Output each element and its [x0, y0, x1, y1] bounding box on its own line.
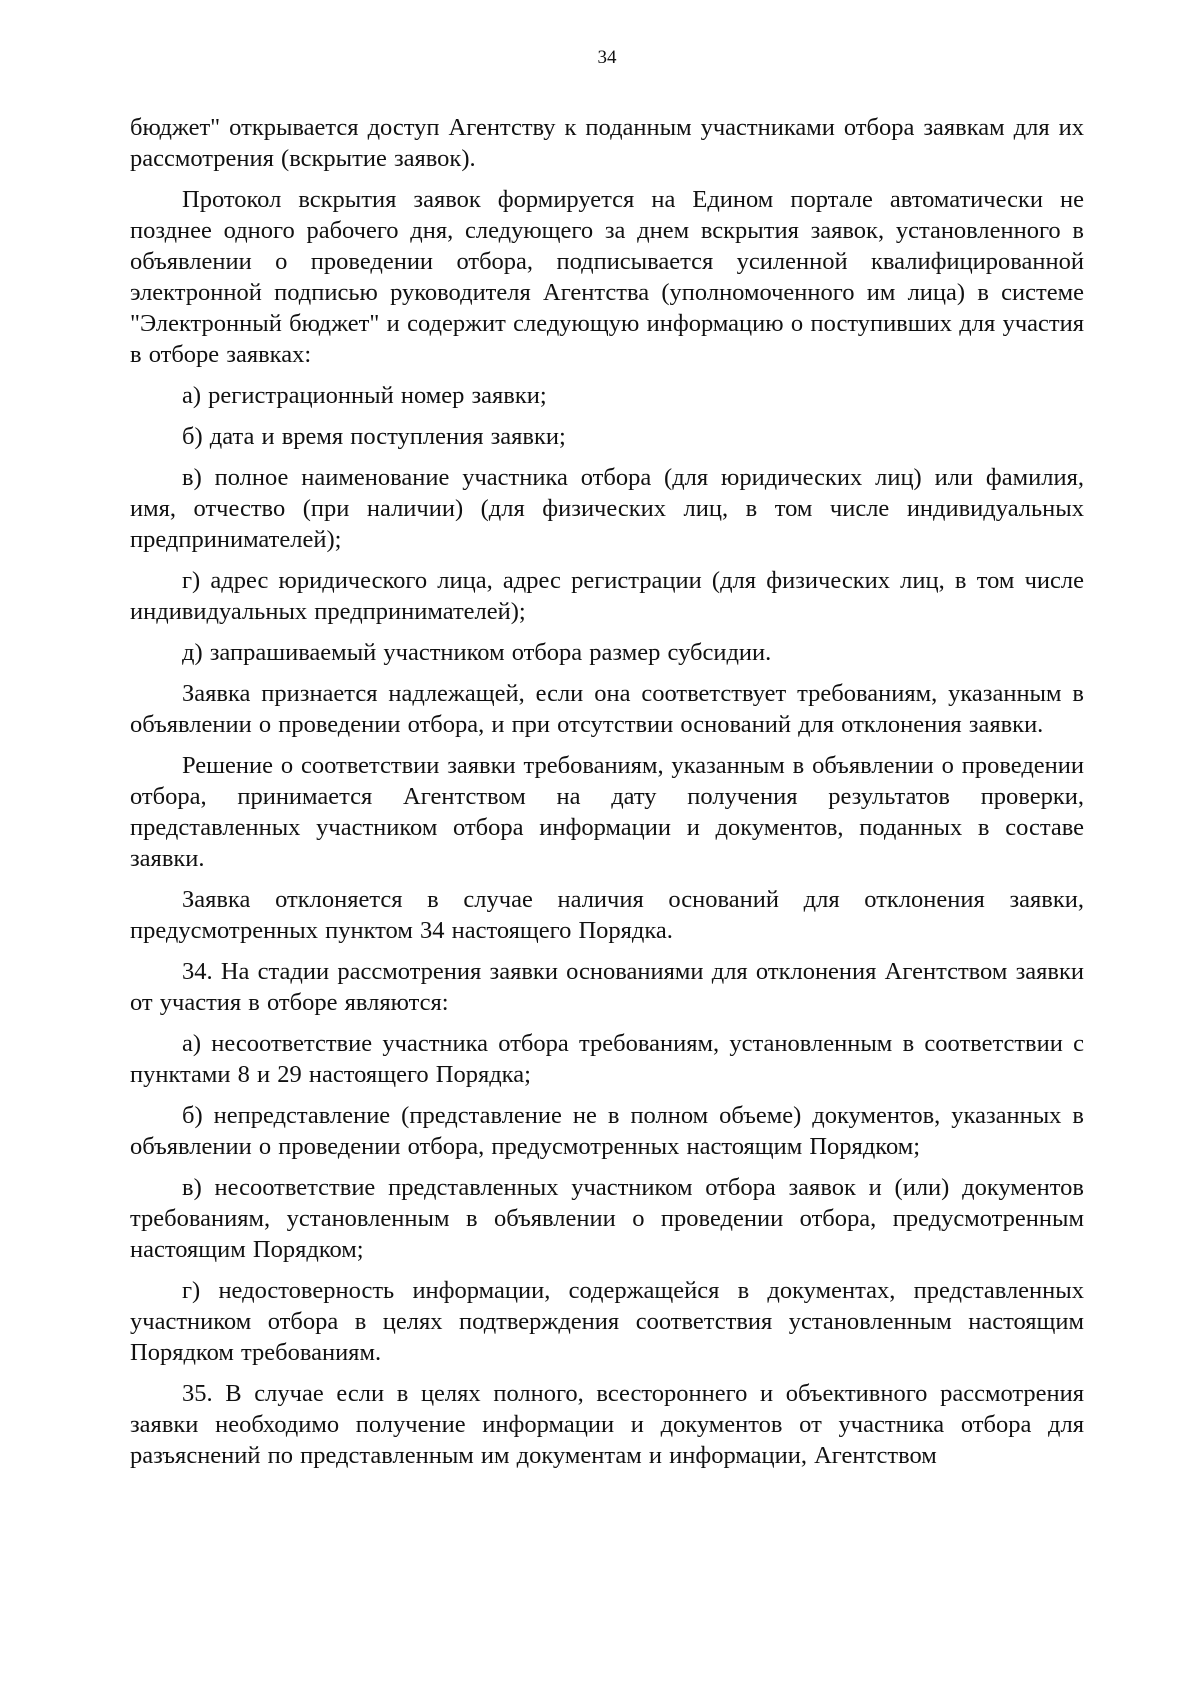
paragraph: в) несоответствие представленных участником отбора заявок и (или) документов требованиям, установленным в объявлении о проведении отбора, предусмотренным настоящим Порядком;	[130, 1174, 1084, 1263]
document-body	[130, 112, 1084, 1481]
paragraph: б) непредставление (представление не в полном объеме) документов, указанных в объявлении о проведении отбора, предусмотренных настоящим Порядком;	[130, 1102, 1084, 1160]
paragraph: а) несоответствие участника отбора требованиям, установленным в соответствии с пунктами 8 и 29 настоящего Порядка;	[130, 1030, 1084, 1088]
paragraph: в) полное наименование участника отбора (для юридических лиц) или фамилия, имя, отчество (при наличии) (для физических лиц, в том числе индивидуальных предпринимателей);	[130, 464, 1084, 553]
page-number: 34	[597, 47, 617, 68]
paragraph: 34. На стадии рассмотрения заявки основаниями для отклонения Агентством заявки от участия в отборе являются:	[130, 958, 1084, 1016]
paragraph: г) адрес юридического лица, адрес регистрации (для физических лиц, в том числе индивидуальных предпринимателей);	[130, 567, 1084, 625]
paragraph: бюджет" открывается доступ Агентству к поданным участниками отбора заявкам для их рассмотрения (вскрытие заявок).	[130, 114, 1084, 172]
paragraph: а) регистрационный номер заявки;	[182, 382, 547, 409]
paragraph: д) запрашиваемый участником отбора размер субсидии.	[182, 639, 772, 666]
paragraph: г) недостоверность информации, содержащейся в документах, представленных участником отбора в целях подтверждения соответствия установленным настоящим Порядком требованиям.	[130, 1277, 1084, 1366]
paragraph: б) дата и время поступления заявки;	[182, 423, 566, 450]
paragraph: Заявка признается надлежащей, если она соответствует требованиям, указанным в объявлении о проведении отбора, и при отсутствии оснований для отклонения заявки.	[130, 680, 1084, 738]
paragraph: Решение о соответствии заявки требованиям, указанным в объявлении о проведении отбора, принимается Агентством на дату получения результатов проверки, представленных участником отбора информации и документов, поданных в составе заявки.	[130, 752, 1084, 872]
paragraph: Заявка отклоняется в случае наличия оснований для отклонения заявки, предусмотренных пунктом 34 настоящего Порядка.	[130, 886, 1084, 944]
paragraph: 35. В случае если в целях полного, всестороннего и объективного рассмотрения заявки необходимо получение информации и документов от участника отбора для разъяснений по представленным им документам и информации, Агентством	[130, 1380, 1084, 1469]
paragraph: Протокол вскрытия заявок формируется на Едином портале автоматически не позднее одного рабочего дня, следующего за днем вскрытия заявок, установленного в объявлении о проведении отбора, подписывается усиленной квалифицированной электронной подписью руководителя Агентства (уполномоченного им лица) в системе "Электронный бюджет" и содержит следующую информацию о поступивших для участия в отборе заявках:	[130, 186, 1084, 368]
document-page	[130, 0, 1084, 1692]
